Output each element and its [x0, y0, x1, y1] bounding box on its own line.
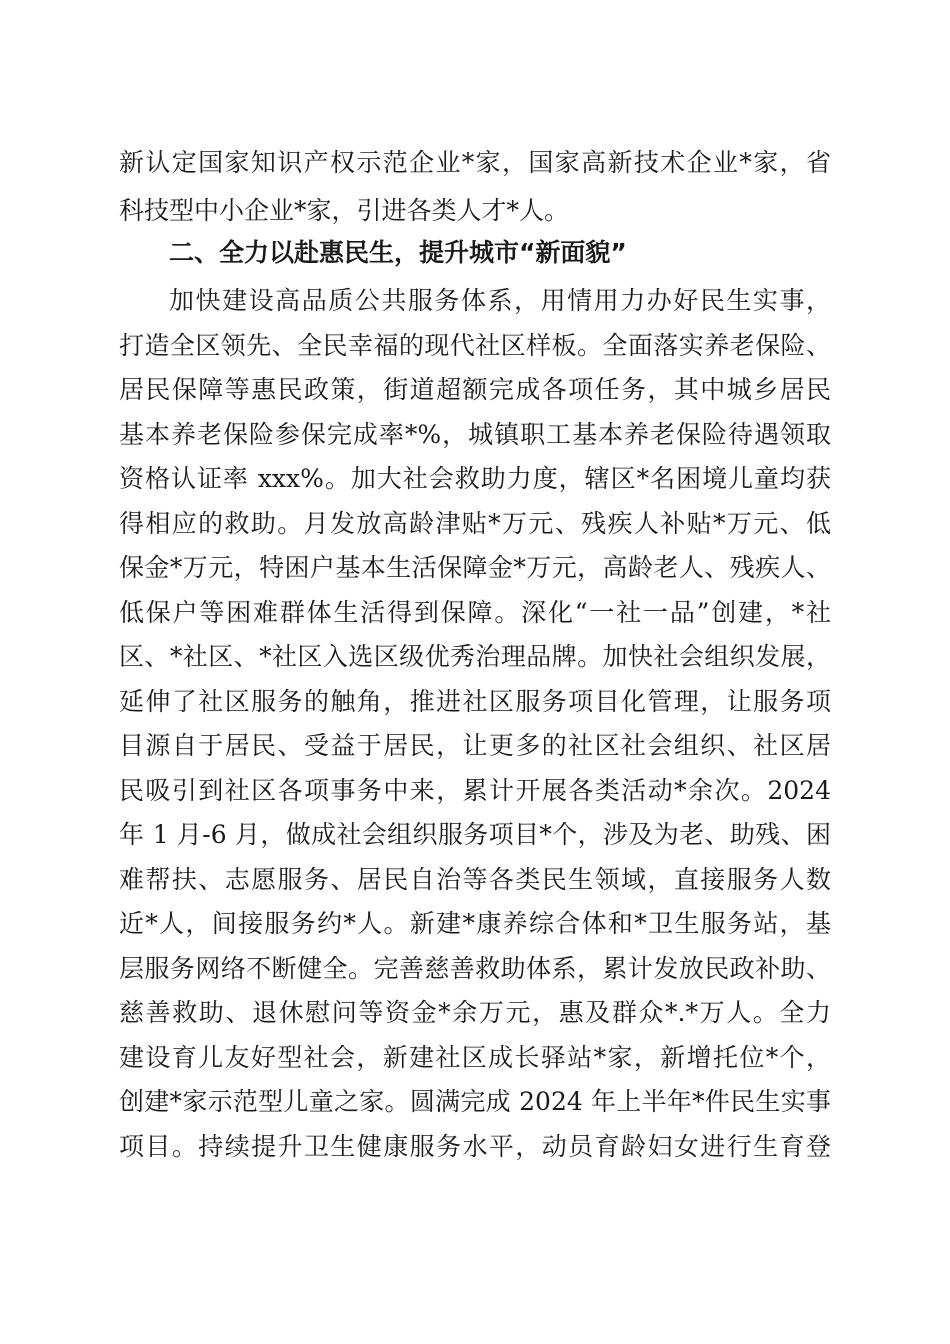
paragraph-line: 民吸引到社区各项事务中来，累计开展各类活动*余次。2024 — [119, 776, 831, 805]
section-heading: 二、全力以赴惠民生，提升城市“新面貌” — [169, 238, 627, 267]
paragraph-line: 难帮扶、志愿服务、居民自治等各类民生领域，直接服务人数 — [119, 865, 831, 894]
paragraph-line: 创建*家示范型儿童之家。圆满完成 2024 年上半年*件民生实事 — [119, 1087, 831, 1116]
paragraph-line: 低保户等困难群体生活得到保障。深化“一社一品”创建，*社 — [119, 598, 831, 627]
paragraph-line: 基本养老保险参保完成率*%，城镇职工基本养老保险待遇领取 — [119, 420, 831, 449]
paragraph-line: 科技型中小企业*家，引进各类人才*人。 — [119, 196, 570, 225]
paragraph-line: 项目。持续提升卫生健康服务水平，动员育龄妇女进行生育登 — [119, 1132, 831, 1161]
paragraph-line: 目源自于居民、受益于居民，让更多的社区社会组织、社区居 — [119, 731, 831, 760]
paragraph-line: 居民保障等惠民政策，街道超额完成各项任务，其中城乡居民 — [119, 375, 831, 404]
paragraph-line: 保金*万元，特困户基本生活保障金*万元，高龄老人、残疾人、 — [119, 553, 831, 582]
paragraph-line: 年 1 月-6 月，做成社会组织服务项目*个，涉及为老、助残、困 — [119, 820, 831, 849]
paragraph-line: 得相应的救助。月发放高龄津贴*万元、残疾人补贴*万元、低 — [119, 509, 831, 538]
paragraph-line: 打造全区领先、全民幸福的现代社区样板。全面落实养老保险、 — [119, 331, 831, 360]
paragraph-line: 区、*社区、*社区入选区级优秀治理品牌。加快社会组织发展， — [119, 642, 831, 671]
paragraph-line: 新认定国家知识产权示范企业*家，国家高新技术企业*家，省 — [119, 148, 831, 177]
paragraph-line: 慈善救助、退休慰问等资金*余万元，惠及群众*.*万人。全力 — [119, 998, 831, 1027]
paragraph-line: 层服务网络不断健全。完善慈善救助体系，累计发放民政补助、 — [119, 954, 831, 983]
paragraph-line: 建设育儿友好型社会，新建社区成长驿站*家，新增托位*个， — [119, 1043, 831, 1072]
paragraph-line: 近*人，间接服务约*人。新建*康养综合体和*卫生服务站，基 — [119, 909, 831, 938]
paragraph-line: 资格认证率 xxx%。加大社会救助力度，辖区*名困境儿童均获 — [119, 464, 831, 493]
paragraph-line: 加快建设高品质公共服务体系，用情用力办好民生实事， — [169, 286, 831, 315]
paragraph-line: 延伸了社区服务的触角，推进社区服务项目化管理，让服务项 — [119, 687, 831, 716]
